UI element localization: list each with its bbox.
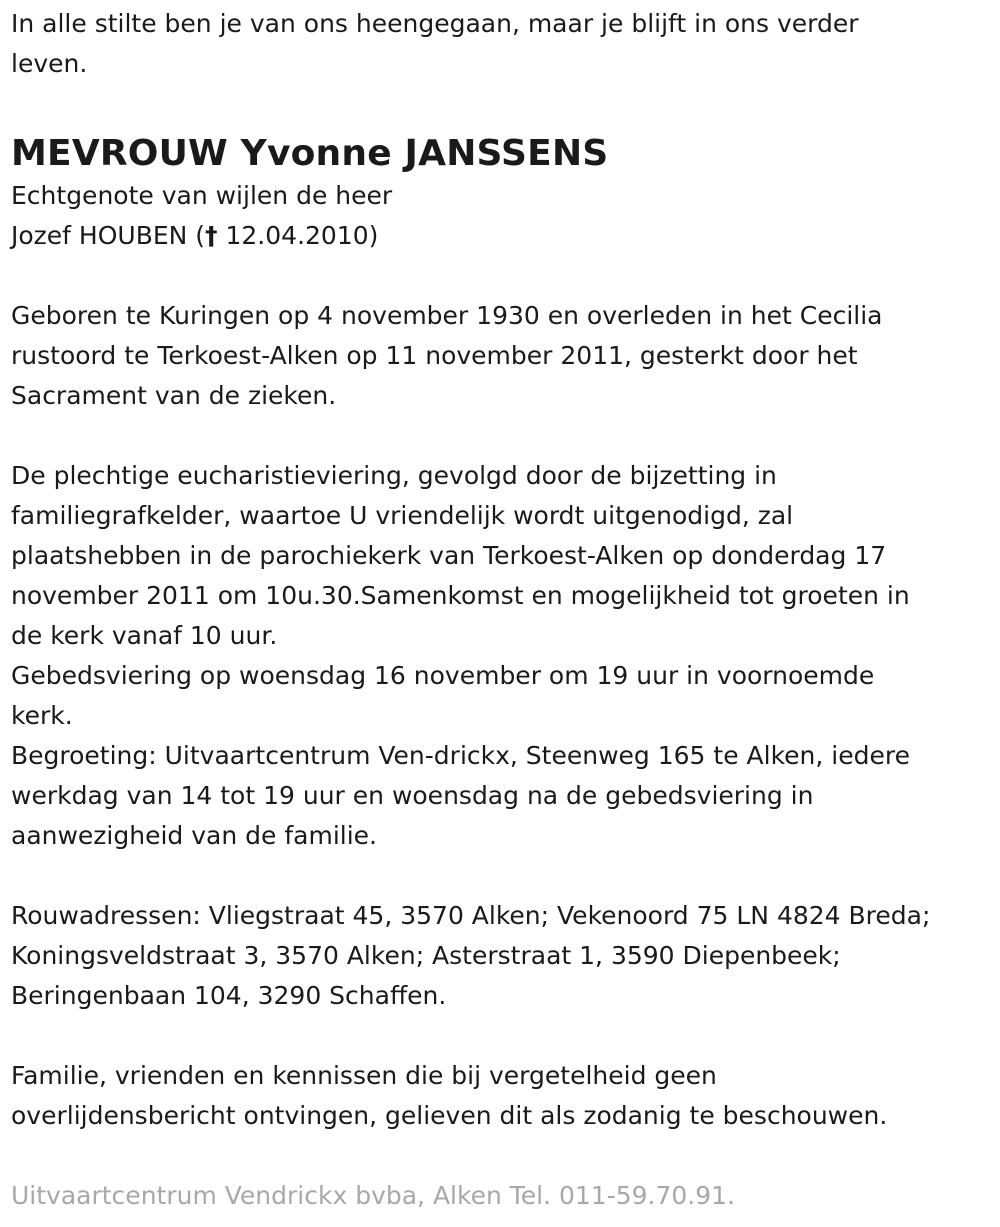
spouse-info xyxy=(11,176,986,256)
paragraph-line: Geboren te Kuringen op 4 november 1930 en overleden in het Cecilia xyxy=(11,301,883,330)
cross-icon: † xyxy=(205,221,218,250)
birth-death-paragraph xyxy=(11,296,986,416)
paragraph-line: plaatshebben in de parochiekerk van Terkoest-Alken op donderdag 17 xyxy=(11,541,887,570)
paragraph-line: kerk. xyxy=(11,701,73,730)
addresses-paragraph xyxy=(11,896,986,1016)
paragraph-line: rustoord te Terkoest-Alken op 11 november 2011, gesterkt door het xyxy=(11,341,858,370)
paragraph-line: werkdag van 14 tot 19 uur en woensdag na de gebedsviering in xyxy=(11,781,814,810)
paragraph-line: De plechtige eucharistieviering, gevolgd door de bijzetting in xyxy=(11,461,777,490)
intro-line: In alle stilte ben je van ons heengegaan, maar je blijft in ons verder xyxy=(11,9,859,38)
paragraph-line: Begroeting: Uitvaartcentrum Ven-drickx, Steenweg 165 te Alken, iedere xyxy=(11,741,910,770)
paragraph-line: Beringenbaan 104, 3290 Schaffen. xyxy=(11,981,447,1010)
paragraph-line: Familie, vrienden en kennissen die bij vergetelheid geen xyxy=(11,1061,717,1090)
paragraph-line: november 2011 om 10u.30.Samenkomst en mogelijkheid tot groeten in xyxy=(11,581,910,610)
paragraph-line: Rouwadressen: Vliegstraat 45, 3570 Alken; Vekenoord 75 LN 4824 Breda; xyxy=(11,901,931,930)
obituary-notice xyxy=(11,4,986,1216)
ceremony-paragraph xyxy=(11,456,986,856)
paragraph-line: Sacrament van de zieken. xyxy=(11,381,337,410)
closing-paragraph xyxy=(11,1056,986,1136)
paragraph-line: Koningsveldstraat 3, 3570 Alken; Asterstraat 1, 3590 Diepenbeek; xyxy=(11,941,841,970)
paragraph-line: familiegrafkelder, waartoe U vriendelijk wordt uitgenodigd, zal xyxy=(11,501,794,530)
paragraph-line: de kerk vanaf 10 uur. xyxy=(11,621,278,650)
paragraph-line: Gebedsviering op woensdag 16 november om 19 uur in voornoemde xyxy=(11,661,875,690)
spouse-name: Jozef HOUBEN ( xyxy=(11,221,206,250)
paragraph-line: overlijdensbericht ontvingen, gelieven dit als zodanig te beschouwen. xyxy=(11,1101,888,1130)
spouse-line xyxy=(11,216,986,256)
funeral-home-footer: Uitvaartcentrum Vendrickx bvba, Alken Tel. 011-59.70.91. xyxy=(11,1181,736,1210)
intro-line: leven. xyxy=(11,49,88,78)
deceased-name: MEVROUW Yvonne JANSSENS xyxy=(11,133,609,174)
paragraph-line: aanwezigheid van de familie. xyxy=(11,821,377,850)
spouse-death-date: 12.04.2010) xyxy=(217,221,379,250)
spouse-line: Echtgenote van wijlen de heer xyxy=(11,181,393,210)
intro-verse xyxy=(11,4,986,84)
